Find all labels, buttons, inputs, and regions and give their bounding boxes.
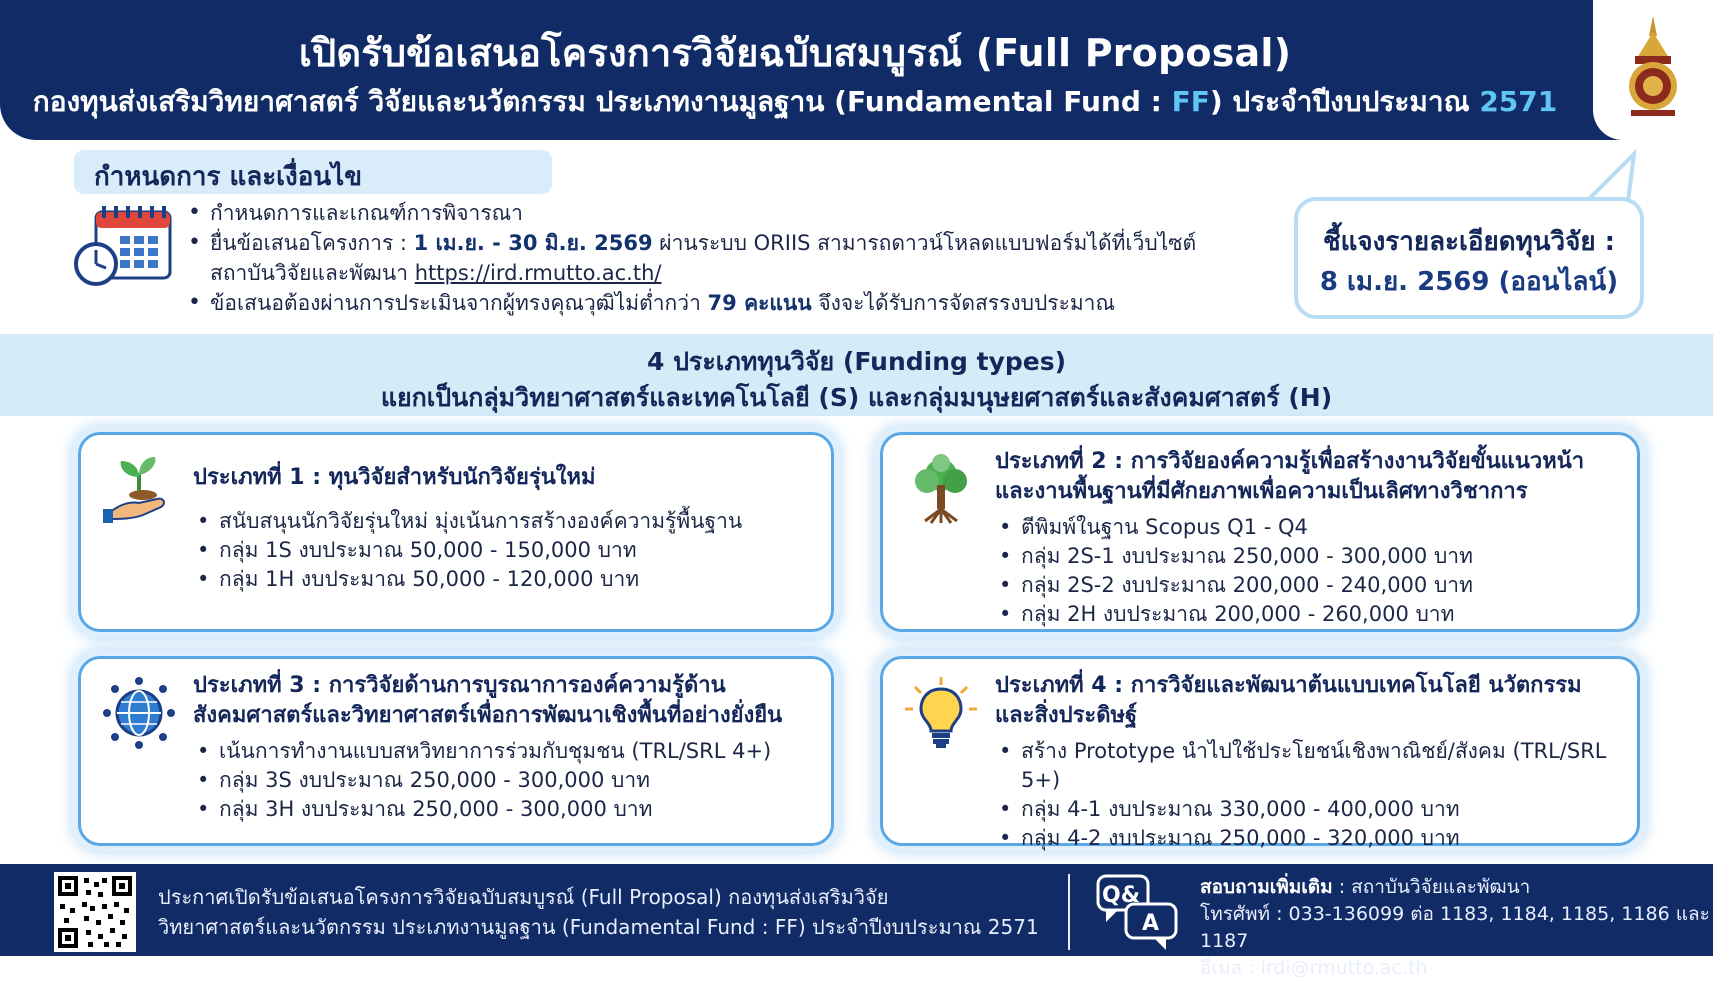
funding-card-type2 (880, 432, 1640, 632)
contact-label: สอบถามเพิ่มเติม (1200, 876, 1333, 898)
university-logo (1593, 0, 1713, 140)
card-title: ประเภทที่ 4 : การวิจัยและพัฒนาต้นแบบเทคโนโลยี นวัตกรรมและสิ่งประดิษฐ์ (995, 673, 1582, 728)
footer-divider (1068, 874, 1070, 950)
announcement-line: วิทยาศาสตร์และนวัตกรรม ประเภทงานมูลฐาน (Fundamental Fund : FF) ประจำปีงบประมาณ 2571 (158, 915, 1039, 939)
list-item: • เน้นการทำงานแบบสหวิทยาการร่วมกับชุมชน (TRL/SRL 4+) (195, 737, 817, 766)
announcement-line: ประกาศเปิดรับข้อเสนอโครงการวิจัยฉบับสมบูรณ์ (Full Proposal) กองทุนส่งเสริมวิจัย (158, 885, 889, 909)
funding-types-subtitle: แยกเป็นกลุ่มวิทยาศาสตร์และเทคโนโลยี (S) และกลุ่มมนุษยศาสตร์และสังคมศาสตร์ (H) (380, 383, 1333, 412)
globe-network-icon (103, 677, 175, 749)
subtitle-ff: FF (1171, 85, 1210, 118)
condition-text: สถาบันวิจัยและพัฒนา (210, 261, 415, 285)
qa-chat-icon (1096, 874, 1180, 950)
list-item: • กลุ่ม 2H งบประมาณ 200,000 - 260,000 บาท (997, 600, 1623, 629)
list-item: • กลุ่ม 3S งบประมาณ 250,000 - 300,000 บาท (195, 766, 817, 795)
page-subtitle (0, 80, 1590, 124)
funding-card-type4 (880, 656, 1640, 850)
condition-text: ผ่านระบบ ORIIS สามารถดาวน์โหลดแบบฟอร์มได้ที่เว็บไซต์ (652, 231, 1197, 255)
footer-announcement (158, 882, 1039, 942)
list-item: • กลุ่ม 2S-2 งบประมาณ 200,000 - 240,000 บาท (997, 571, 1623, 600)
subtitle-text-mid: ) ประจำปีงบประมาณ (1209, 85, 1480, 118)
min-score: 79 คะแนน (707, 291, 812, 315)
lightbulb-icon (905, 677, 977, 749)
condition-text: จึงจะได้รับการจัดสรรงบประมาณ (811, 291, 1115, 315)
card-title: ประเภทที่ 3 : การวิจัยด้านการบูรณาการองค์ความรู้ด้านสังคมศาสตร์และวิทยาศาสตร์เพื่อการพัฒนาเชิงพื้นที่อย่างยั่งยืน (193, 673, 783, 728)
subtitle-year: 2571 (1479, 85, 1558, 118)
funding-card-type3 (78, 656, 834, 846)
contact-org: : สถาบันวิจัยและพัฒนา (1332, 876, 1531, 898)
list-item: • สร้าง Prototype นำไปใช้ประโยชน์เชิงพาณิชย์/สังคม (TRL/SRL 5+) (997, 737, 1623, 795)
svg-text:A: A (1142, 911, 1160, 936)
subtitle-text: กองทุนส่งเสริมวิทยาศาสตร์ วิจัยและนวัตกรรม ประเภทงานมูลฐาน (Fundamental Fund : (32, 85, 1172, 118)
briefing-callout (1294, 197, 1644, 319)
list-item: • กลุ่ม 1H งบประมาณ 50,000 - 120,000 บาท (195, 565, 817, 594)
briefing-date: 8 เม.ย. 2569 (ออนไลน์) (1319, 267, 1619, 297)
list-item: • กลุ่ม 3H งบประมาณ 250,000 - 300,000 บาท (195, 795, 817, 824)
card-items (997, 513, 1623, 629)
conditions-list (186, 198, 1216, 318)
card-title: ประเภทที่ 2 : การวิจัยองค์ความรู้เพื่อสร้างงานวิจัยขั้นแนวหน้าและงานพื้นฐานที่มีศักยภาพเพื่อความเป็นเลิศทางวิชาการ (995, 449, 1585, 504)
seedling-hand-icon (103, 453, 175, 525)
condition-item (186, 198, 1216, 228)
contact-email[interactable]: อีเมล : irdi@rmutto.ac.th (1200, 957, 1428, 979)
list-item: • กลุ่ม 1S งบประมาณ 50,000 - 150,000 บาท (195, 536, 817, 565)
card-items (195, 737, 817, 824)
contact-phone: โทรศัพท์ : 033-136099 ต่อ 1183, 1184, 1185, 1186 และ 1187 (1200, 903, 1710, 952)
list-item: • สนับสนุนนักวิจัยรุ่นใหม่ มุ่งเน้นการสร้างองค์ความรู้พื้นฐาน (195, 507, 817, 536)
university-emblem-icon (1613, 10, 1693, 130)
list-item: • กลุ่ม 4-1 งบประมาณ 330,000 - 400,000 บาท (997, 795, 1623, 824)
list-item: • กลุ่ม 2S-1 งบประมาณ 250,000 - 300,000 บาท (997, 542, 1623, 571)
condition-item (186, 228, 1216, 288)
conditions-heading (74, 150, 552, 194)
briefing-label: ชี้แจงรายละเอียดทุนวิจัย : (1322, 227, 1616, 257)
condition-text: ยื่นข้อเสนอโครงการ : (210, 231, 414, 255)
funding-types-band (0, 334, 1713, 416)
submission-dates: 1 เม.ย. - 30 มิ.ย. 2569 (413, 231, 653, 255)
condition-text: กำหนดการและเกณฑ์การพิจารณา (210, 201, 523, 225)
svg-text:Q&: Q& (1102, 883, 1140, 908)
condition-item (186, 288, 1216, 318)
contact-info (1200, 874, 1713, 982)
condition-text: ข้อเสนอต้องผ่านการประเมินจากผู้ทรงคุณวุฒิไม่ต่ำกว่า (210, 291, 708, 315)
card-items (195, 507, 817, 594)
card-title: ประเภทที่ 1 : ทุนวิจัยสำหรับนักวิจัยรุ่นใหม่ (193, 465, 596, 490)
calendar-clock-icon (74, 206, 174, 288)
list-item: • กลุ่ม 4-2 งบประมาณ 250,000 - 320,000 บาท (997, 824, 1623, 853)
conditions-heading-label: กำหนดการ และเงื่อนไข (94, 162, 362, 192)
funding-types-title: 4 ประเภททุนวิจัย (Funding types) (646, 347, 1067, 376)
ird-website-link[interactable]: https://ird.rmutto.ac.th/ (414, 261, 662, 285)
qr-code-icon[interactable] (54, 872, 136, 952)
header-banner (0, 0, 1713, 140)
footer-bar (0, 864, 1713, 979)
list-item: • ตีพิมพ์ในฐาน Scopus Q1 - Q4 (997, 513, 1623, 542)
card-items (997, 737, 1623, 853)
page-title: เปิดรับข้อเสนอโครงการวิจัยฉบับสมบูรณ์ (Full Proposal) (298, 31, 1292, 75)
tree-icon (905, 453, 977, 525)
funding-card-type1 (78, 432, 834, 632)
